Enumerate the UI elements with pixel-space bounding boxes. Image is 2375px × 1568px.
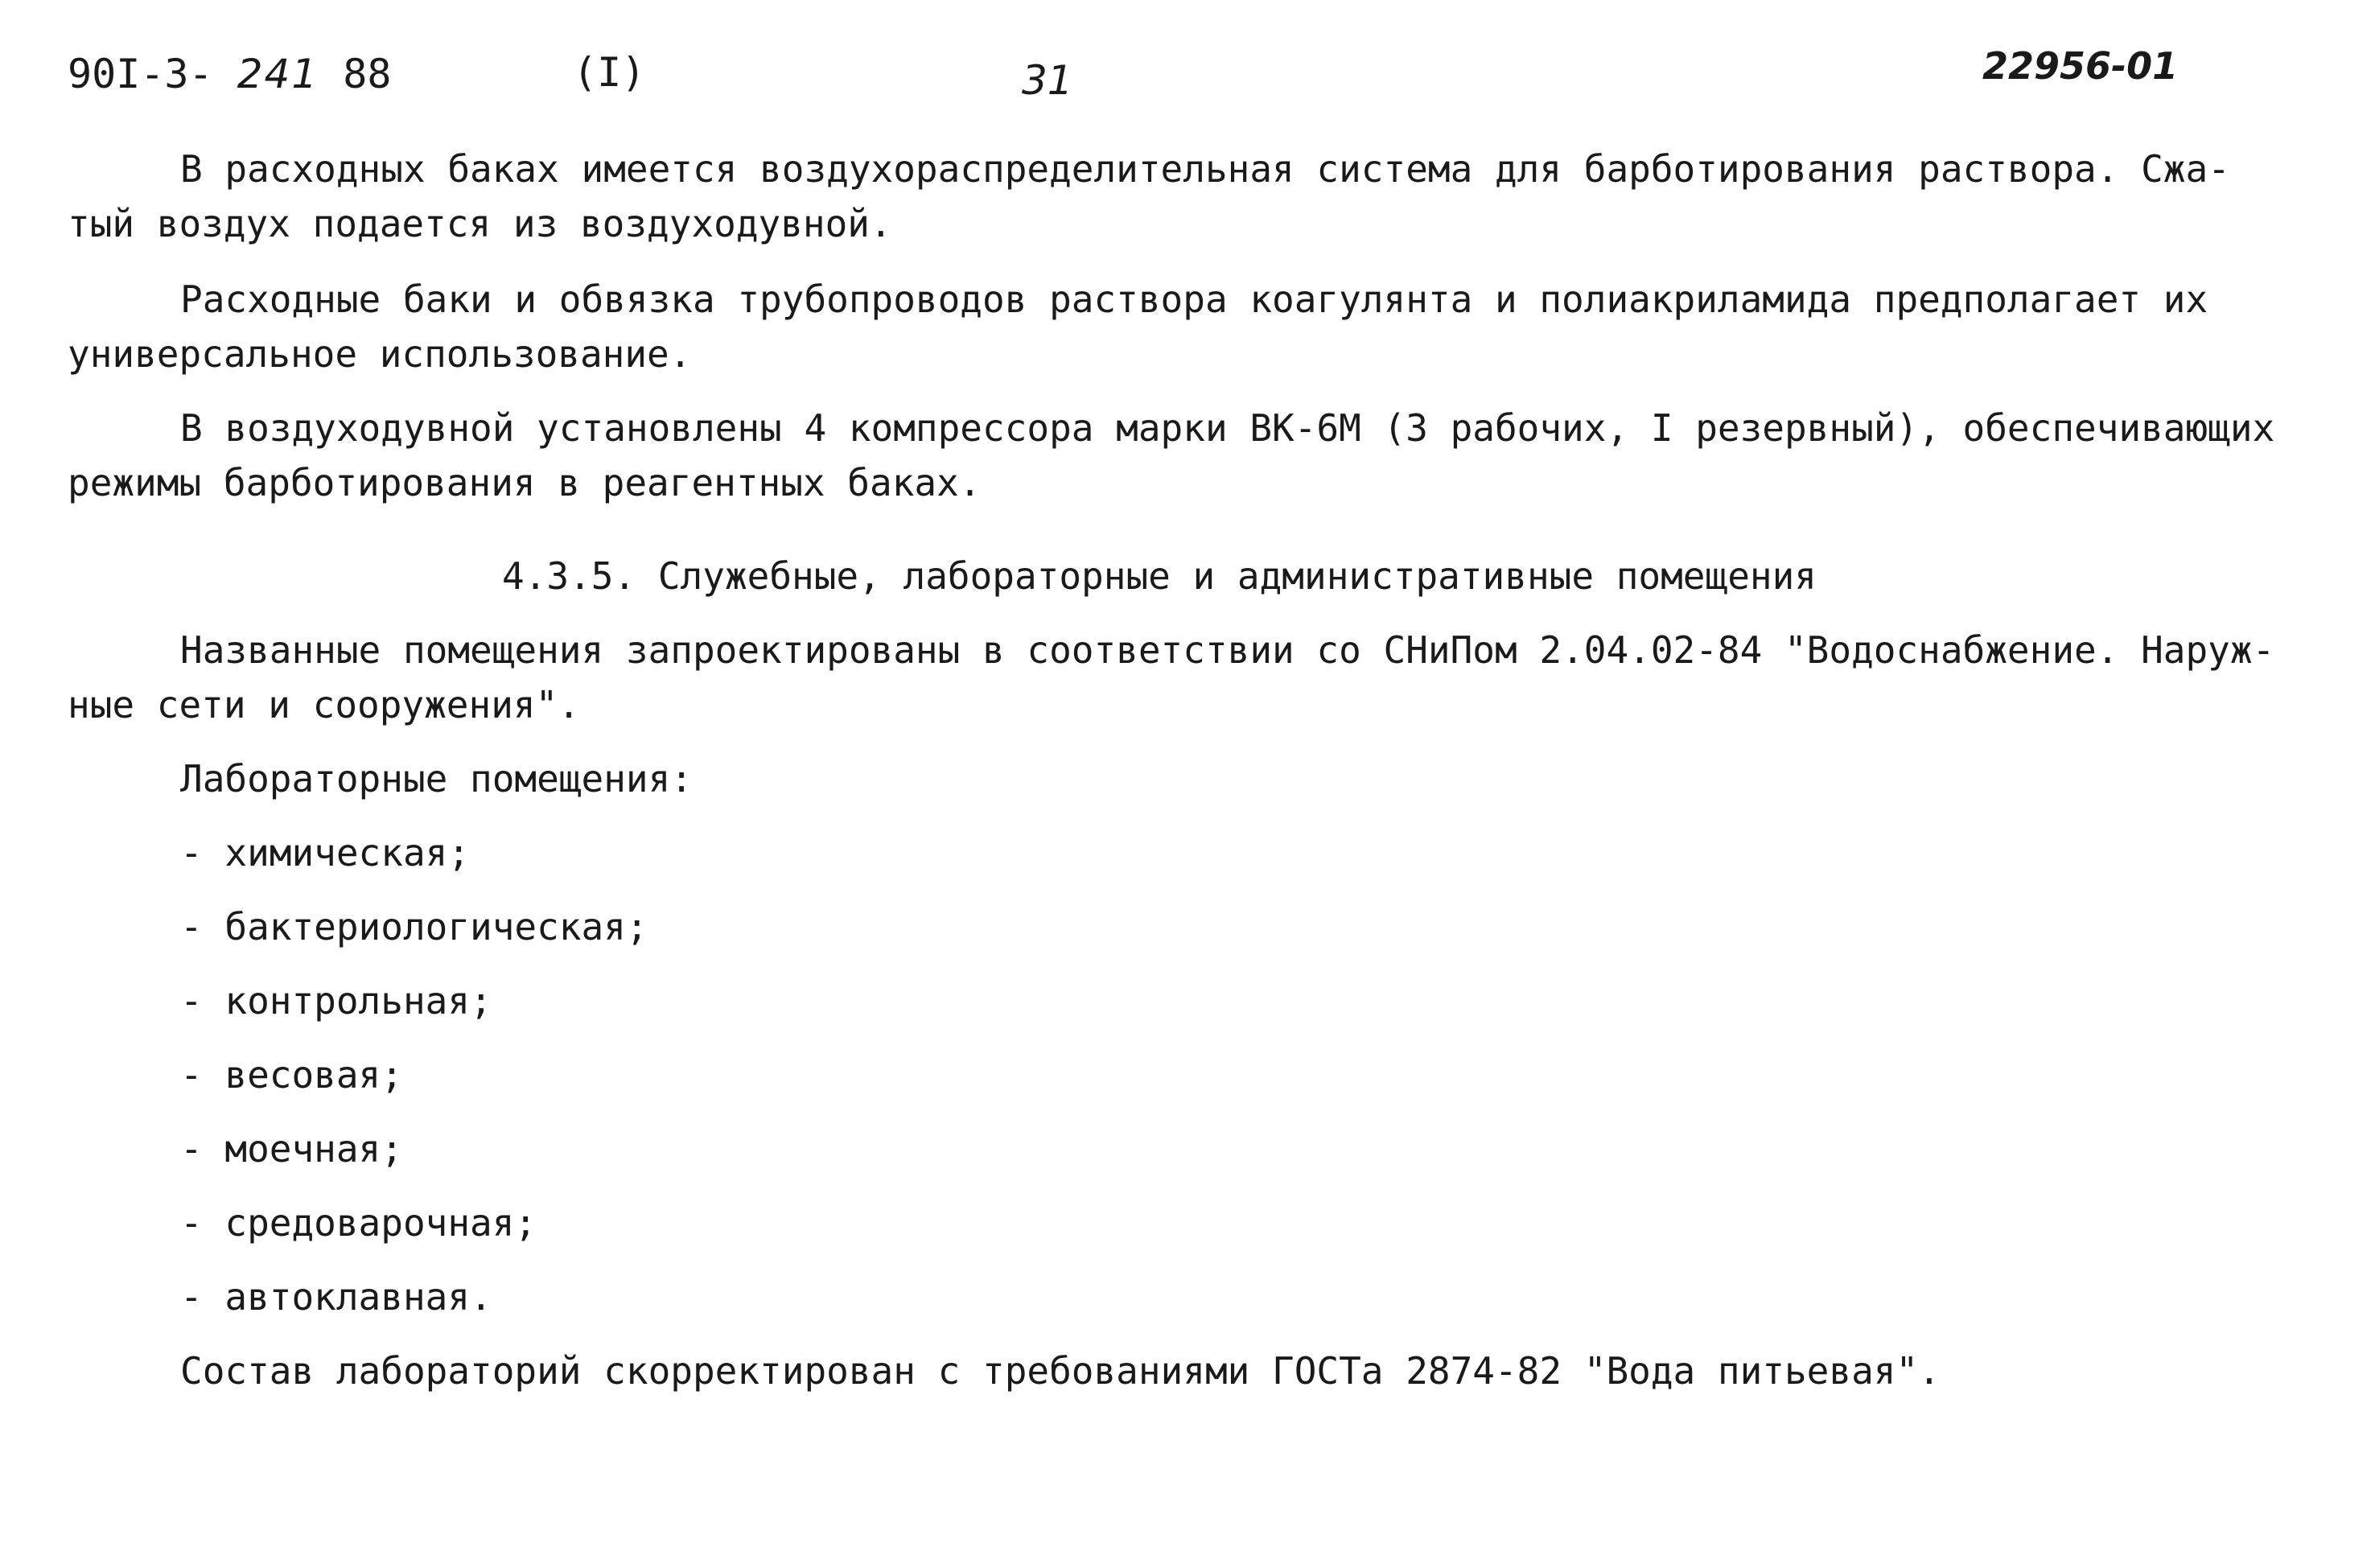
list-item-text: - контрольная; xyxy=(180,979,492,1023)
list-item-text: - химическая; xyxy=(180,831,471,875)
list-item-text: - весовая; xyxy=(180,1053,403,1097)
paragraph-2-line-2: универсальное использование. xyxy=(68,332,692,376)
paragraph-3-line-2: режимы барботирования в реагентных баках. xyxy=(68,461,982,504)
laboratory-list-item xyxy=(68,1270,2320,1324)
laboratory-list-item xyxy=(68,1196,2320,1250)
list-item-text: - средоварочная; xyxy=(180,1201,537,1245)
list-item-text: - автоклавная. xyxy=(180,1275,492,1319)
laboratory-list-item xyxy=(68,825,2320,880)
closing-paragraph-text: Состав лабораторий скорректирован с требованиями ГОСТа 2874-82 "Вода питьевая". xyxy=(180,1349,1941,1393)
laboratory-list-item xyxy=(68,973,2320,1028)
laboratory-list-title-text: Лабораторные помещения: xyxy=(180,757,693,800)
laboratory-list-title xyxy=(68,751,2320,806)
document-code-handwritten: 241 xyxy=(237,51,319,97)
paragraph-1-line-2: тый воздух подается из воздуходувной. xyxy=(68,202,892,245)
laboratory-list-item xyxy=(68,899,2320,954)
laboratory-list-item xyxy=(68,1121,2320,1176)
paragraph-3-line-1: В воздуходувной установлены 4 компрессора марки ВК-6М (3 рабочих, I резервный), обеспечивающих xyxy=(180,406,2275,450)
page-number: 31 xyxy=(1022,57,1073,104)
paragraph-1-line-1: В расходных баках имеется воздухораспределительная система для барботирования раствора. Сжа- xyxy=(180,147,2230,191)
paragraph-3 xyxy=(68,401,2320,510)
paragraph-4-line-2: ные сети и сооружения". xyxy=(68,683,580,726)
list-item-text: - моечная; xyxy=(180,1127,403,1171)
section-heading xyxy=(68,549,2320,603)
laboratory-list-item xyxy=(68,1047,2320,1102)
volume-number: (I) xyxy=(573,49,646,96)
paragraph-4 xyxy=(68,623,2320,732)
closing-paragraph xyxy=(68,1344,2320,1398)
paragraph-2-line-1: Расходные баки и обвязка трубопроводов раствора коагулянта и полиакриламида предполагает их xyxy=(180,278,2208,321)
document-code xyxy=(68,50,392,98)
inventory-number: 22956-01 xyxy=(1982,44,2179,88)
list-item-text: - бактериологическая; xyxy=(180,905,648,949)
section-heading-text: 4.3.5. Служебные, лабораторные и административные помещения xyxy=(502,554,1817,598)
paragraph-1 xyxy=(68,142,2320,251)
document-code-year: 88 xyxy=(343,51,392,97)
document-code-prefix: 90I-3- xyxy=(68,51,213,97)
paragraph-4-line-1: Названные помещения запроектированы в соответствии со СНиПом 2.04.02-84 "Водоснабжение. Наруж- xyxy=(180,628,2275,672)
paragraph-2 xyxy=(68,272,2320,381)
